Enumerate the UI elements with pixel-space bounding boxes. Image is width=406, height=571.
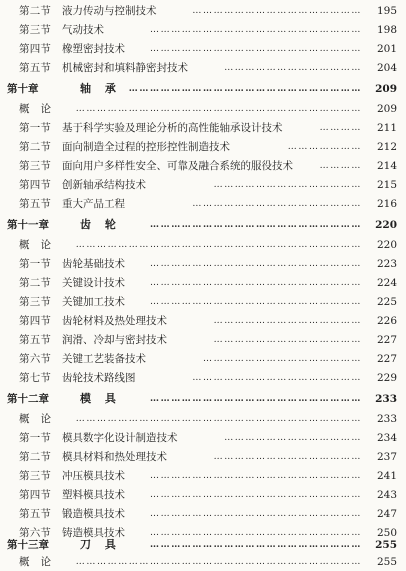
toc-entry[interactable] [0, 59, 406, 77]
entry-label: 第六节 [19, 527, 52, 539]
toc-entry[interactable] [0, 369, 406, 387]
toc-entry[interactable] [0, 448, 406, 466]
entry-page-number: 214 [376, 160, 397, 172]
entry-title: 齿轮技术路线图 [62, 372, 136, 384]
entry-title: 铸造模具技术 [62, 527, 125, 539]
leader-dots: …………………………………………………… [150, 471, 362, 481]
leader-dots: …………………………………… [213, 452, 362, 462]
entry-page-number: 255 [376, 556, 397, 568]
toc-overview[interactable] [0, 236, 406, 254]
toc-entry[interactable] [0, 176, 406, 194]
leader-dots: …………………………………………………… [150, 44, 362, 54]
leader-dots: ……………………………………………………………………… [75, 557, 362, 567]
toc-chapter-11[interactable] [0, 216, 406, 234]
leader-dots: ……………………………………………………………………… [75, 240, 362, 250]
entry-label: 第五节 [19, 62, 52, 74]
entry-page-number: 224 [376, 277, 397, 289]
entry-title: 关键设计技术 [62, 277, 125, 289]
toc-overview[interactable] [0, 100, 406, 118]
entry-label: 第二节 [19, 451, 52, 463]
entry-title: 关键工艺装备技术 [62, 353, 146, 365]
entry-title: 模具数字化设计制造技术 [62, 432, 178, 444]
entry-page-number: 212 [376, 141, 397, 153]
entry-title: 齿轮材料及热处理技术 [62, 315, 167, 327]
leader-dots: ……………………………………… [203, 354, 362, 364]
entry-title: 液力传动与控制技术 [62, 5, 157, 17]
leader-dots: …………………………………… [213, 180, 362, 190]
leader-dots: …………………………………… [213, 316, 362, 326]
chapter-label: 第十三章 [7, 539, 49, 551]
entry-page-number: 195 [376, 5, 397, 17]
toc-entry[interactable] [0, 138, 406, 156]
entry-title: 关键加工技术 [62, 296, 125, 308]
toc-entry[interactable] [0, 21, 406, 39]
entry-title: 锻造模具技术 [62, 508, 125, 520]
chapter-title: 刀 具 [80, 538, 121, 551]
toc-entry[interactable] [0, 2, 406, 20]
leader-dots: …………………………………………………… [150, 25, 362, 35]
entry-label: 第五节 [19, 334, 52, 346]
entry-title: 机械密封和填料静密封技术 [62, 62, 188, 74]
entry-label: 第三节 [19, 160, 52, 172]
leader-dots: ………………………………………… [192, 373, 362, 383]
toc-chapter-10[interactable] [0, 80, 406, 98]
entry-label: 第一节 [19, 122, 52, 134]
entry-page-number: 211 [376, 122, 397, 134]
entry-page-number: 220 [376, 239, 397, 251]
entry-page-number: 234 [376, 432, 397, 444]
entry-page-number: 226 [376, 315, 397, 327]
toc-entry[interactable] [0, 195, 406, 213]
entry-page-number: 204 [376, 62, 397, 74]
leader-dots: ………………………………………… [192, 6, 362, 16]
entry-page-number: 250 [376, 527, 397, 539]
toc-entry[interactable] [0, 255, 406, 273]
chapter-page-number: 255 [375, 539, 397, 551]
toc-entry[interactable] [0, 40, 406, 58]
entry-label: 第四节 [19, 43, 52, 55]
entry-label: 第五节 [19, 508, 52, 520]
leader-dots: …………………………………………………… [150, 220, 362, 230]
leader-dots: …………………………………………………… [150, 394, 362, 404]
chapter-label: 第十章 [7, 83, 39, 95]
toc-chapter-13[interactable] [0, 536, 406, 554]
entry-title: 面向用户多样性安全、可靠及融合系统的服役技术 [62, 160, 293, 172]
entry-page-number: 198 [376, 24, 397, 36]
leader-dots: …………………………………………………… [150, 528, 362, 538]
leader-dots: …………………………………………………… [150, 278, 362, 288]
toc-entry[interactable] [0, 312, 406, 330]
entry-page-number: 237 [376, 451, 397, 463]
toc-entry[interactable] [0, 293, 406, 311]
entry-label: 第三节 [19, 296, 52, 308]
entry-page-number: 233 [376, 413, 397, 425]
toc-entry[interactable] [0, 429, 406, 447]
entry-title: 创新轴承结构技术 [62, 179, 146, 191]
entry-label: 第六节 [19, 353, 52, 365]
toc-overview[interactable] [0, 553, 406, 571]
leader-dots: ………… [319, 161, 362, 171]
entry-label: 第四节 [19, 315, 52, 327]
chapter-title: 模 具 [80, 392, 121, 405]
chapter-title: 齿 轮 [80, 218, 121, 231]
chapter-page-number: 209 [375, 83, 397, 95]
toc-overview[interactable] [0, 410, 406, 428]
leader-dots: …………………………………………………… [150, 297, 362, 307]
leader-dots: …………………………………………………… [150, 540, 362, 550]
entry-page-number: 225 [376, 296, 397, 308]
toc-chapter-12[interactable] [0, 390, 406, 408]
chapter-page-number: 233 [375, 393, 397, 405]
entry-label: 第二节 [19, 5, 52, 17]
toc-entry[interactable] [0, 331, 406, 349]
entry-page-number: 223 [376, 258, 397, 270]
leader-dots: …………………………………… [213, 335, 362, 345]
entry-label: 概论 [19, 239, 62, 251]
entry-label: 第四节 [19, 179, 52, 191]
leader-dots: ……………………………………………………………………… [75, 104, 362, 114]
entry-title: 塑料模具技术 [62, 489, 125, 501]
entry-label: 第一节 [19, 432, 52, 444]
entry-page-number: 201 [376, 43, 397, 55]
entry-page-number: 209 [376, 103, 397, 115]
chapter-page-number: 220 [375, 219, 397, 231]
entry-title: 气动技术 [62, 24, 104, 36]
entry-label: 第五节 [19, 198, 52, 210]
leader-dots: …………………………………………………… [150, 259, 362, 269]
toc-entry[interactable] [0, 486, 406, 504]
entry-page-number: 241 [376, 470, 397, 482]
entry-page-number: 215 [376, 179, 397, 191]
entry-page-number: 227 [376, 334, 397, 346]
leader-dots: ………………………………………… [192, 199, 362, 209]
toc-entry[interactable] [0, 274, 406, 292]
entry-label: 第二节 [19, 277, 52, 289]
entry-label: 概论 [19, 413, 62, 425]
leader-dots: ………………………………………………………… [128, 84, 362, 94]
entry-label: 第四节 [19, 489, 52, 501]
entry-label: 第二节 [19, 141, 52, 153]
entry-title: 基于科学实验及理论分析的高性能轴承设计技术 [62, 122, 283, 134]
toc-entry[interactable] [0, 350, 406, 368]
leader-dots: ………………………………… [224, 433, 362, 443]
entry-page-number: 243 [376, 489, 397, 501]
entry-label: 概论 [19, 103, 62, 115]
entry-page-number: 247 [376, 508, 397, 520]
entry-page-number: 227 [376, 353, 397, 365]
leader-dots: …………………………………………………… [150, 509, 362, 519]
chapter-label: 第十一章 [7, 219, 49, 231]
entry-title: 面向制造全过程的控形控性制造技术 [62, 141, 230, 153]
toc-entry[interactable] [0, 467, 406, 485]
leader-dots: ………………… [287, 142, 362, 152]
chapter-label: 第十二章 [7, 393, 49, 405]
leader-dots: …………………………………………………… [150, 490, 362, 500]
entry-title: 冲压模具技术 [62, 470, 125, 482]
entry-label: 第一节 [19, 258, 52, 270]
entry-page-number: 229 [376, 372, 397, 384]
entry-title: 齿轮基础技术 [62, 258, 125, 270]
entry-page-number: 216 [376, 198, 397, 210]
leader-dots: ……………………………………………………………………… [75, 414, 362, 424]
toc-entry[interactable] [0, 505, 406, 523]
entry-title: 模具材料和热处理技术 [62, 451, 167, 463]
chapter-title: 轴 承 [80, 82, 121, 95]
leader-dots: ………………………………… [224, 63, 362, 73]
entry-label: 第七节 [19, 372, 52, 384]
entry-label: 概论 [19, 556, 62, 568]
toc-entry[interactable] [0, 157, 406, 175]
toc-entry[interactable] [0, 119, 406, 137]
entry-label: 第三节 [19, 470, 52, 482]
entry-title: 润滑、冷却与密封技术 [62, 334, 167, 346]
entry-label: 第三节 [19, 24, 52, 36]
entry-title: 重大产品工程 [62, 198, 125, 210]
entry-title: 橡塑密封技术 [62, 43, 125, 55]
leader-dots: ………… [319, 123, 362, 133]
